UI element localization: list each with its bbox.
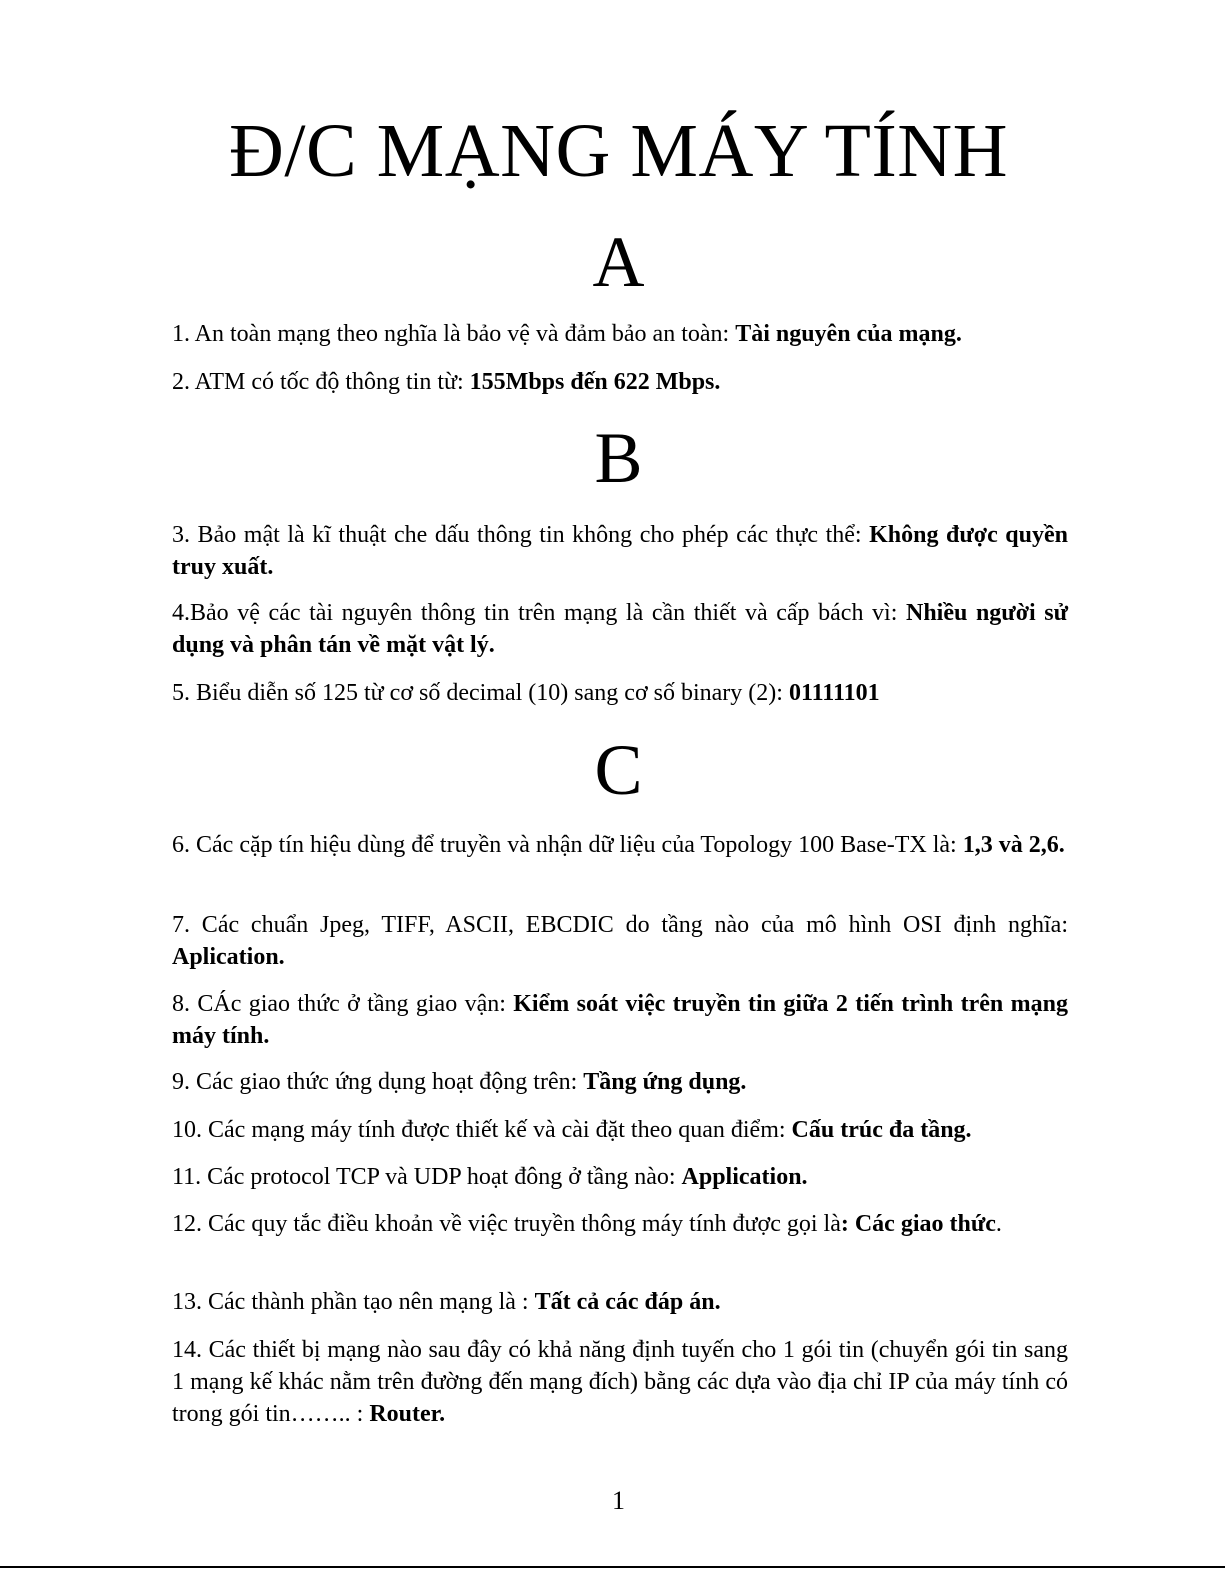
list-item — [172, 519, 1068, 583]
page-bottom-divider — [0, 1566, 1225, 1568]
list-item — [172, 909, 1068, 973]
question-text: 10. Các mạng máy tính được thiết kế và cài đặt theo quan điểm: — [172, 1117, 792, 1143]
section-heading-b: B — [594, 418, 643, 498]
question-text: 3. Bảo mật là kĩ thuật che dấu thông tin không cho phép các thực thể: — [172, 522, 870, 548]
list-item — [172, 1161, 1068, 1193]
question-text: 8. CÁc giao thức ở tầng giao vận: — [172, 991, 514, 1017]
section-heading-a: A — [592, 222, 645, 302]
list-item — [172, 1334, 1068, 1430]
answer-text: Kiểm soát việc truyền tin giữa 2 tiến trình trên mạng máy tính. — [172, 991, 1068, 1049]
list-item — [172, 1066, 1068, 1098]
question-text: 13. Các thành phần tạo nên mạng là : — [172, 1289, 535, 1315]
answer-text: Nhiều người sử dụng và phân tán về mặt vật lý. — [172, 600, 1068, 658]
answer-text: Tài nguyên của mạng. — [735, 321, 962, 347]
list-item — [172, 677, 1068, 709]
page-number: 1 — [612, 1486, 625, 1515]
question-text: 5. Biểu diễn số 125 từ cơ số decimal (10) sang cơ số binary (2): — [172, 680, 789, 706]
list-item — [172, 1286, 1068, 1318]
answer-tail: . — [995, 1211, 1002, 1237]
answer-text: Tầng ứng dụng. — [583, 1069, 747, 1095]
question-text: 7. Các chuẩn Jpeg, TIFF, ASCII, EBCDIC do tầng nào của mô hình OSI định nghĩa: — [172, 912, 1068, 938]
question-text: 9. Các giao thức ứng dụng hoạt động trên: — [172, 1069, 584, 1095]
question-text: 2. ATM có tốc độ thông tin từ: — [172, 369, 470, 395]
answer-text: : Các giao thức — [840, 1211, 996, 1237]
answer-text: Cấu trúc đa tầng. — [791, 1117, 972, 1143]
document-title: Đ/C MẠNG MÁY TÍNH — [228, 109, 1009, 193]
question-text: 12. Các quy tắc điều khoản về việc truyền thông máy tính được gọi là — [172, 1211, 841, 1237]
list-item — [172, 829, 1068, 861]
answer-text: Tất cả các đáp án. — [534, 1289, 721, 1315]
question-text: 6. Các cặp tín hiệu dùng để truyền và nhận dữ liệu của Topology 100 Base-TX là: — [172, 832, 963, 858]
list-item — [172, 318, 1068, 350]
answer-text: 1,3 và 2,6. — [962, 832, 1065, 858]
section-heading-c: C — [594, 730, 643, 810]
answer-text: Aplication. — [172, 944, 285, 970]
answer-text: Application. — [681, 1164, 808, 1190]
list-item — [172, 988, 1068, 1052]
answer-text: 155Mbps đến 622 Mbps. — [469, 369, 721, 395]
question-text: 14. Các thiết bị mạng nào sau đây có khả năng định tuyến cho 1 gói tin (chuyển gói tin sang 1 mạng kế khác nằm trên đường đến mạng đích) bằng các dựa vào địa chỉ IP của máy tính có trong gói tin…….. : — [172, 1337, 1068, 1427]
question-text: 4.Bảo vệ các tài nguyên thông tin trên mạng là cần thiết và cấp bách vì: — [172, 600, 906, 626]
list-item — [172, 366, 1068, 398]
answer-text: 01111101 — [788, 680, 880, 706]
list-item — [172, 597, 1068, 661]
question-text: 1. An toàn mạng theo nghĩa là bảo vệ và đảm bảo an toàn: — [172, 321, 736, 347]
question-text: 11. Các protocol TCP và UDP hoạt đông ở tầng nào: — [172, 1164, 682, 1190]
list-item — [172, 1208, 1068, 1240]
answer-text: Không được quyền truy xuất. — [172, 522, 1068, 580]
answer-text: Router. — [369, 1401, 446, 1427]
list-item — [172, 1114, 1068, 1146]
